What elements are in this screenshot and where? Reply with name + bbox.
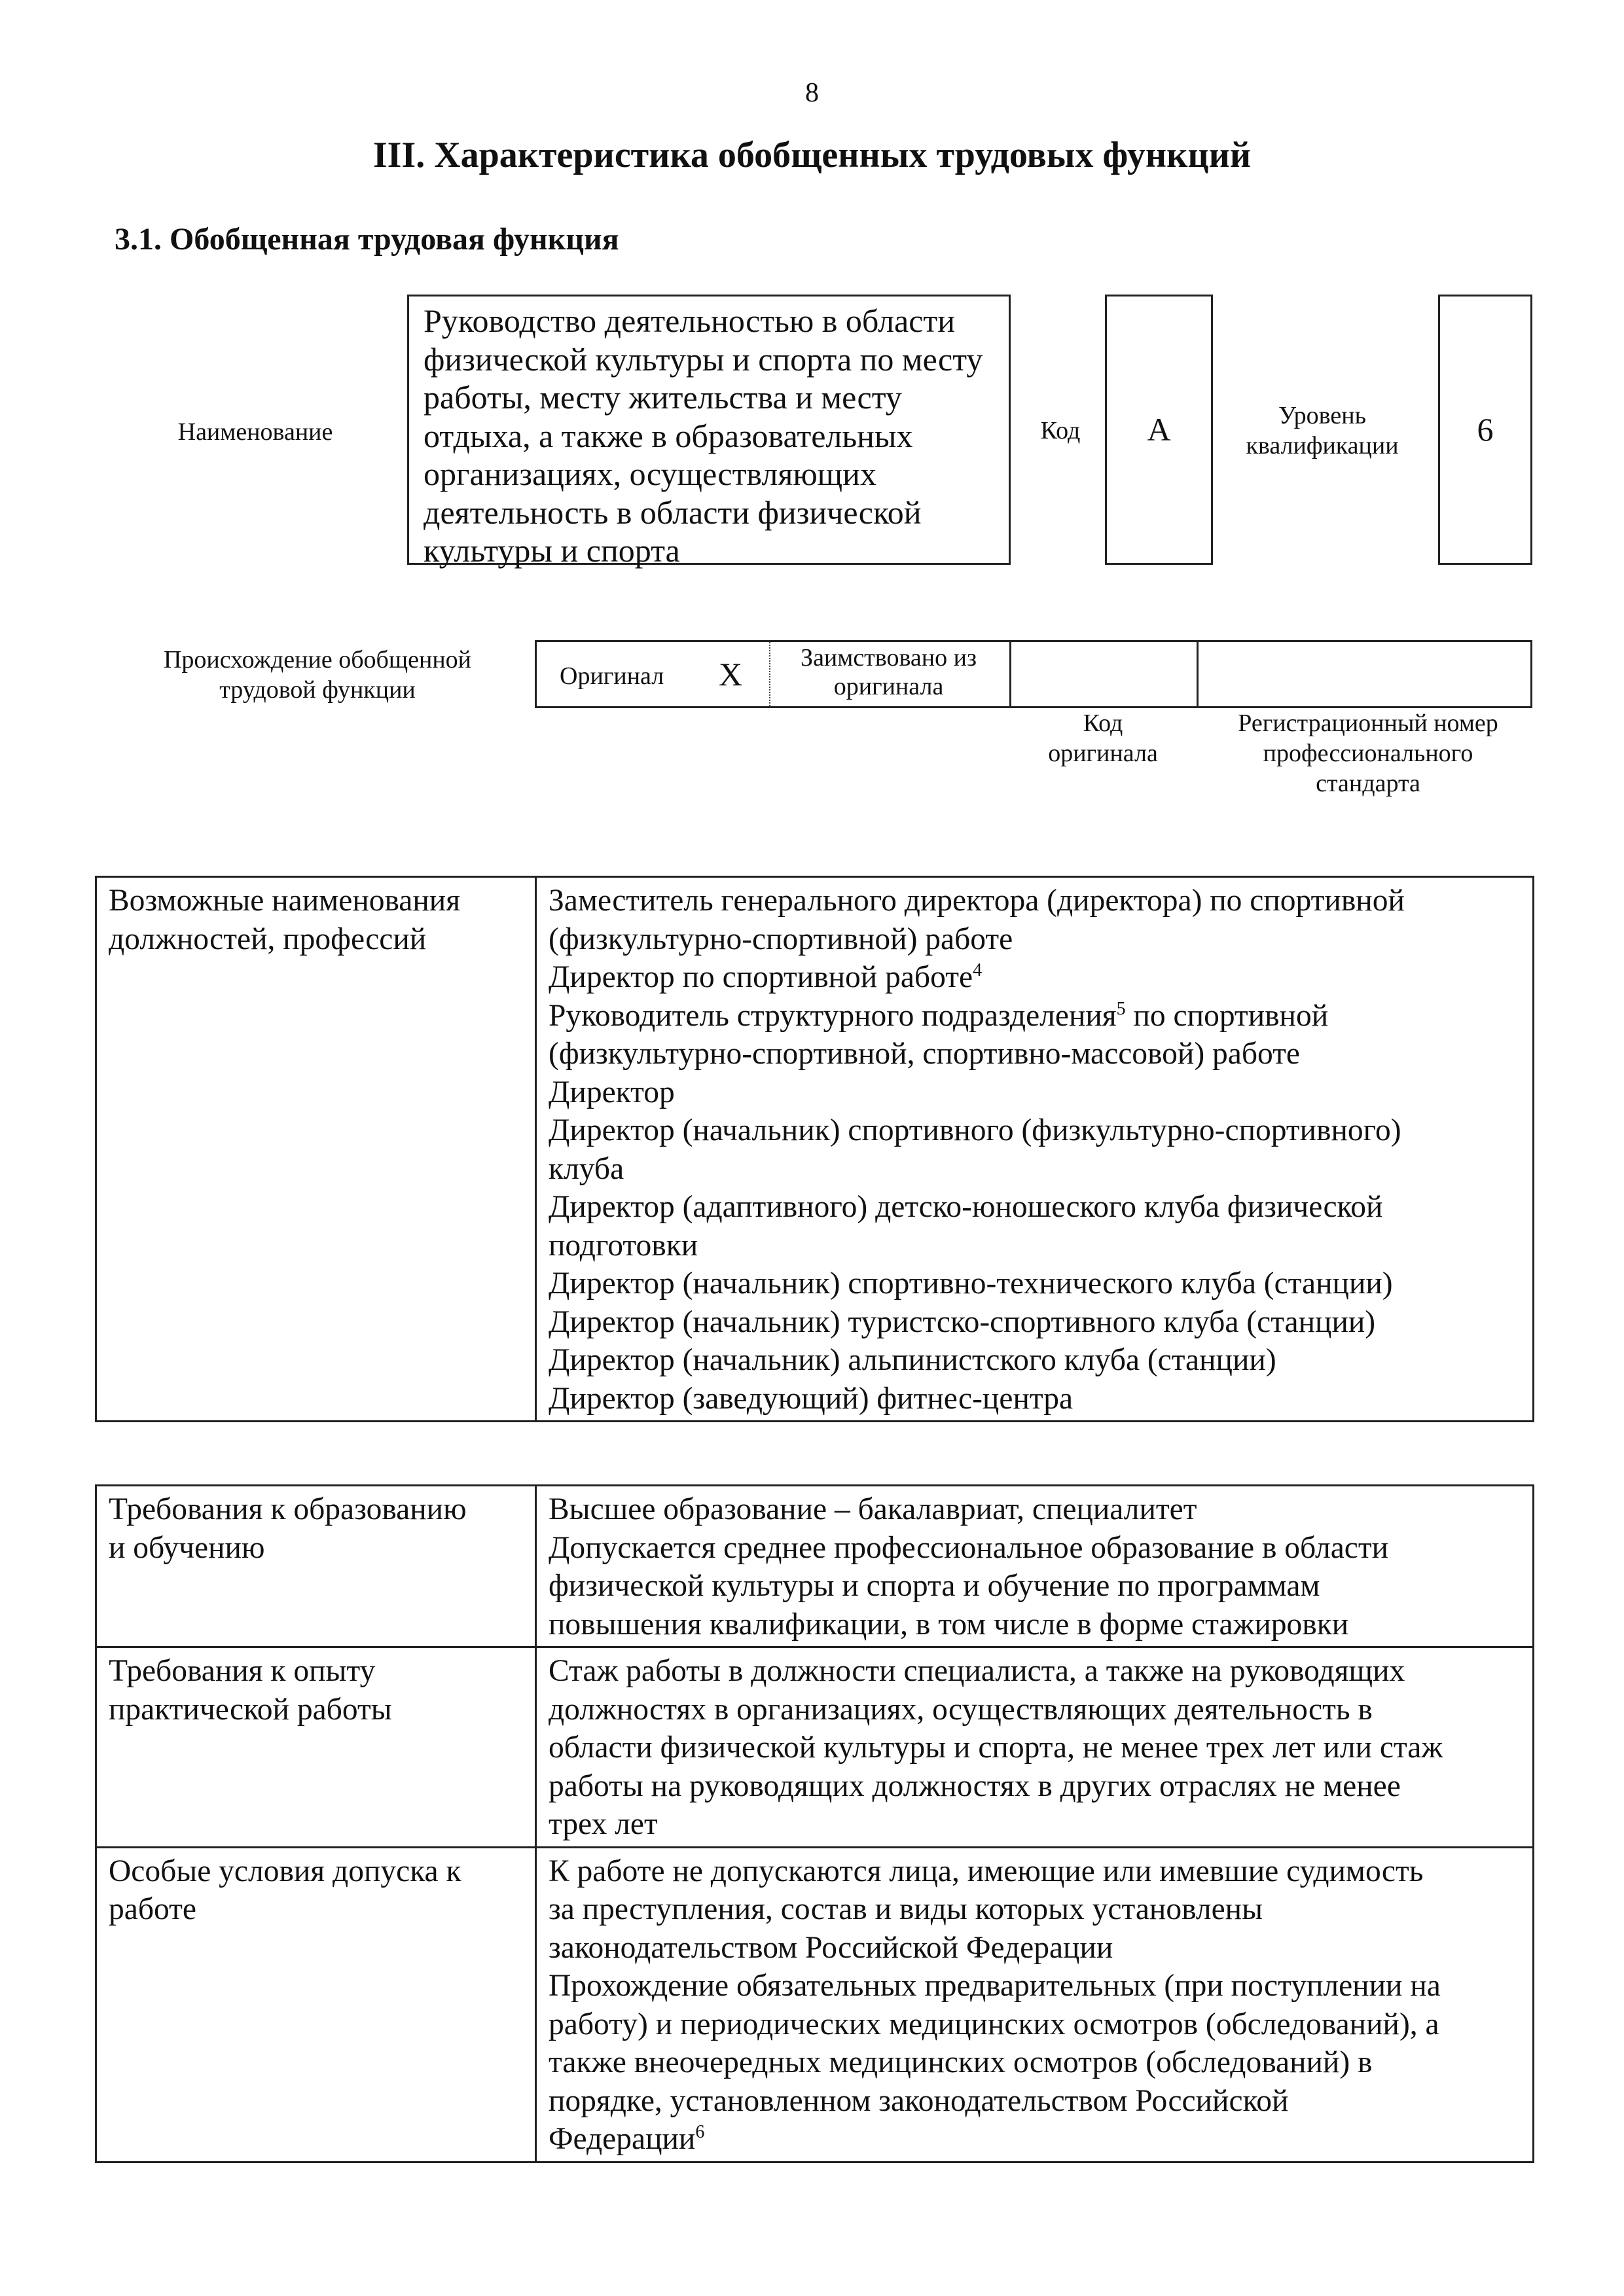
divider [1197, 642, 1199, 706]
footnote-ref: 6 [695, 2122, 705, 2143]
original-label: Оригинал [560, 662, 664, 690]
list-item: Директор (заведующий) фитнес-центра [549, 1381, 1074, 1416]
list-item: Директор по спортивной работе$^4$ [549, 960, 983, 994]
positions-list-cell [536, 877, 1534, 1422]
page-number: 8 [805, 78, 819, 108]
qualification-level-label: Уровень квалификации [1246, 402, 1399, 459]
borrowed-label: Заимствовано из оригинала [801, 644, 977, 700]
list-item: Директор [549, 1075, 675, 1109]
table-row [96, 1847, 1534, 2162]
table-row [96, 1486, 1534, 1647]
list-item: Директор (начальник) туристско-спортивного клуба (станции) [549, 1304, 1376, 1339]
function-name-box [407, 295, 1011, 569]
original-code-caption: Код оригинала [1048, 709, 1158, 767]
divider [1009, 642, 1011, 706]
requirements-table [95, 1484, 1534, 2163]
admission-value-cell: К работе не допускаются лица, имеющие или имевшие судимость за преступления, состав и виды которых установлены законодательством Российской Федерации Прохождение обязательных предварительных (при поступлении на работу) и периодических медицинских осмотров (обследований), а также внеочередных медицинских осмотров (обследований) в порядке, установленном законодательством Российской Федерации$^6$ [536, 1847, 1534, 2162]
list-item: Директор (адаптивного) детско-юношеского клуба физической [549, 1190, 1383, 1224]
origin-table [535, 640, 1532, 708]
list-item: Директор (начальник) альпинистского клуба (станции) [549, 1343, 1276, 1377]
admission-label-cell: Особые условия допуска к работе [96, 1847, 536, 2162]
list-item: Заместитель генерального директора (директора) по спортивной [549, 884, 1405, 918]
code-value: A [1147, 411, 1171, 448]
list-item: Руководитель структурного подразделения$^5$ по спортивной [549, 998, 1329, 1033]
list-item: Директор (начальник) спортивно-технического клуба (станции) [549, 1266, 1393, 1300]
qualification-level-value: 6 [1477, 411, 1494, 448]
list-item: клуба [549, 1151, 624, 1186]
list-item: (физкультурно-спортивной, спортивно-массовой) работе [549, 1037, 1300, 1071]
list-item: Директор (начальник) спортивного (физкультурно-спортивного) [549, 1113, 1401, 1147]
footnote-ref: 5 [1116, 998, 1126, 1019]
experience-value-cell: Стаж работы в должности специалиста, а также на руководящих должностях в организациях, осуществляющих деятельность в области физической культуры и спорта, не менее трех лет или стаж работы на руководящих должностях в других отраслях не менее трех лет [536, 1647, 1534, 1848]
list-item: подготовки [549, 1228, 698, 1263]
origin-label: Происхождение обобщенной трудовой функции [163, 646, 472, 704]
original-mark: X [719, 656, 743, 692]
positions-label-cell: Возможные наименования должностей, профессий [96, 877, 536, 1422]
section-title: III. Характеристика обобщенных трудовых функций [372, 135, 1252, 175]
code-box [1105, 295, 1213, 565]
function-name-text: Руководство деятельностью в области физической культуры и спорта по месту работы, месту жительства и месту отдыха, а также в образовательных организациях, осуществляющих деятельность в области физической культуры и спорта [424, 302, 983, 569]
list-item: (физкультурно-спортивной) работе [549, 922, 1013, 956]
qualification-level-box [1438, 295, 1532, 565]
footnote-ref: 4 [973, 960, 983, 981]
education-value-cell: Высшее образование – бакалавриат, специалитет Допускается среднее профессиональное образование в области физической культуры и спорта и обучение по программам повышения квалификации, в том числе в форме стажировки [536, 1486, 1534, 1647]
experience-label-cell: Требования к опыту практической работы [96, 1647, 536, 1848]
name-label: Наименование [177, 418, 333, 446]
table-row [96, 877, 1534, 1422]
positions-table [95, 876, 1534, 1422]
registration-number-caption: Регистрационный номер профессионального стандарта [1238, 709, 1498, 797]
subsection-title: 3.1. Обобщенная трудовая функция [115, 222, 619, 257]
code-label: Код [1040, 417, 1081, 444]
table-row [96, 1647, 1534, 1848]
education-label-cell: Требования к образованию и обучению [96, 1486, 536, 1647]
divider [769, 642, 770, 706]
